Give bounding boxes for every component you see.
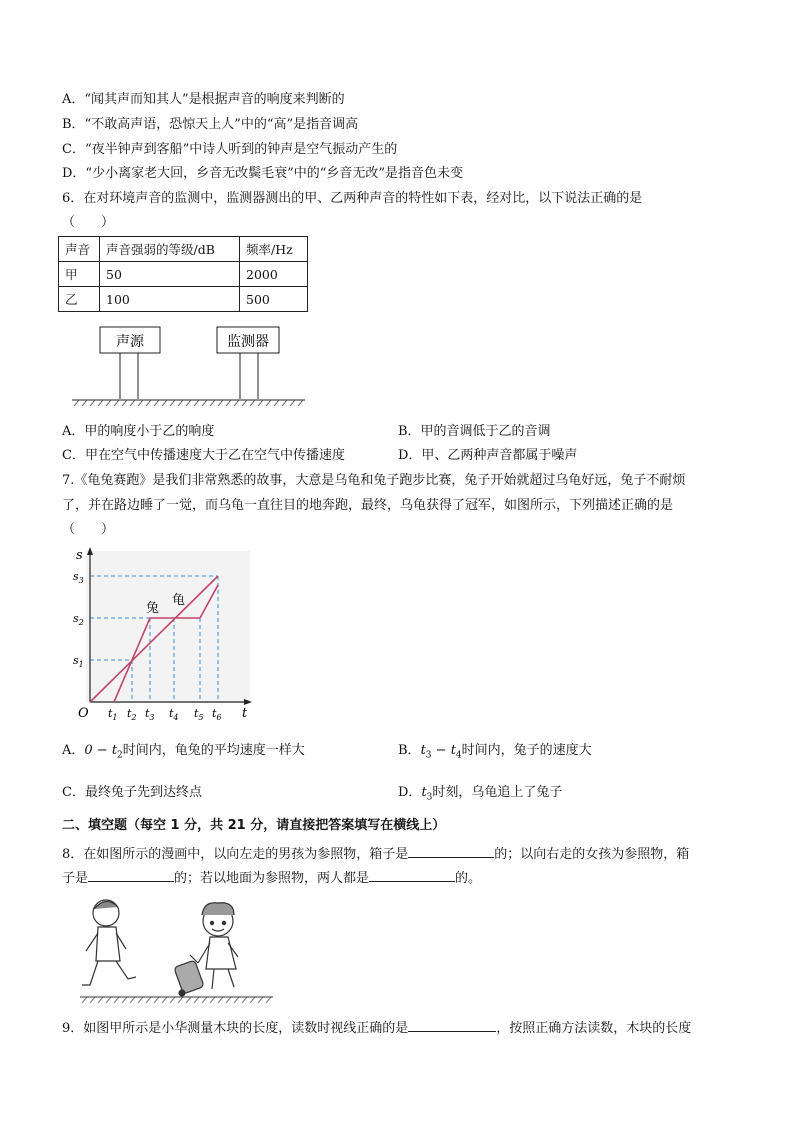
table-cell: 500 bbox=[240, 287, 308, 312]
turtle-label: 龟 bbox=[172, 593, 186, 608]
q8-text: 的；若以地面为参照物，两人都是 bbox=[174, 871, 370, 886]
q8-cartoon bbox=[78, 893, 278, 1005]
svg-text:t4: $t_4$ bbox=[169, 707, 179, 722]
q6-figure bbox=[60, 322, 320, 412]
option-b-prefix: B． bbox=[398, 743, 421, 758]
option-b-sub: 3 bbox=[425, 750, 432, 761]
table-cell: 50 bbox=[100, 262, 240, 287]
svg-text:t5: $t_5$ bbox=[194, 707, 204, 722]
ground-hatching bbox=[74, 400, 303, 406]
q6-stem: 6．在对环境声音的监测中，监测器测出的甲、乙两种声音的特性如下表，经对比，以下说法正确的是 bbox=[62, 191, 643, 206]
girl-figure bbox=[198, 903, 238, 989]
table-header-cell: 声音强弱的等级/dB bbox=[100, 237, 240, 262]
table-row bbox=[59, 287, 308, 312]
q5-option-b: B．“不敢高声语，恐惊天上人”中的“高”是指音调高 bbox=[62, 117, 359, 132]
svg-text:s3: $s_3$ bbox=[73, 570, 84, 585]
q6-sound-table bbox=[58, 236, 308, 312]
ground-hatching bbox=[82, 997, 271, 1003]
q6-answer-paren: （ ） bbox=[62, 215, 115, 230]
answer-blank[interactable] bbox=[369, 867, 455, 882]
table-row bbox=[59, 262, 308, 287]
svg-text:t6: $t_6$ bbox=[212, 707, 222, 722]
x-tick-labels bbox=[108, 707, 222, 722]
sound-source-label: 声源 bbox=[116, 334, 144, 350]
q9-text: 9．如图甲所示是小华测量木块的长度，读数时视线正确的是 bbox=[62, 1021, 409, 1036]
q7-option-c: C．最终兔子先到达终点 bbox=[62, 785, 202, 800]
y-tick-labels bbox=[73, 570, 84, 669]
option-d-prefix: D． bbox=[398, 785, 422, 800]
table-cell: 甲 bbox=[59, 262, 100, 287]
q6-option-d: D．甲、乙两种声音都属于噪声 bbox=[398, 448, 578, 463]
svg-text:s2: $s_2$ bbox=[73, 612, 84, 627]
q8-line1 bbox=[62, 843, 689, 864]
q7-option-d bbox=[398, 784, 562, 807]
svg-text:t3: $t_3$ bbox=[145, 707, 155, 722]
table-header-cell: 声音 bbox=[59, 237, 100, 262]
origin-label: O bbox=[78, 706, 89, 721]
q7-option-a bbox=[62, 742, 305, 765]
option-b-text: 时间内，兔子的速度大 bbox=[461, 743, 592, 758]
q8-text: 子是 bbox=[62, 871, 89, 886]
q6-option-a: A．甲的响度小于乙的响度 bbox=[62, 424, 215, 439]
option-b-math: t bbox=[420, 743, 426, 758]
y-axis-label: s bbox=[76, 548, 83, 563]
table-header-row bbox=[59, 237, 308, 262]
option-d-math: t bbox=[421, 785, 427, 800]
q5-option-a: A．“闻其声而知其人”是根据声音的响度来判断的 bbox=[62, 92, 345, 107]
q9-line bbox=[62, 1017, 691, 1038]
rabbit-label: 兔 bbox=[146, 601, 160, 616]
boy-figure bbox=[82, 900, 136, 985]
q7-stem-line1: 7.《龟兔赛跑》是我们非常熟悉的故事，大意是乌龟和兔子跑步比赛，兔子开始就超过乌龟好远，兔子不耐烦 bbox=[62, 473, 686, 488]
q7-answer-paren: （ ） bbox=[62, 522, 115, 537]
option-d-sub: 3 bbox=[426, 792, 433, 803]
graph-background bbox=[86, 551, 250, 703]
table-cell: 2000 bbox=[240, 262, 308, 287]
q9-text: ，按照正确方法读数，木块的长度 bbox=[496, 1021, 692, 1036]
answer-blank[interactable] bbox=[408, 1017, 496, 1032]
option-a-text: 时间内，龟兔的平均速度一样大 bbox=[122, 743, 305, 758]
q5-option-d: D．“少小离家老大回，乡音无改鬓毛衰”中的“乡音无改”是指音色未变 bbox=[62, 166, 464, 181]
q8-text: 的；以向右走的女孩为参照物，箱 bbox=[494, 847, 690, 862]
option-a-sub: 2 bbox=[117, 750, 123, 761]
option-a-math: 0 − t bbox=[84, 743, 118, 758]
table-cell: 乙 bbox=[59, 287, 100, 312]
q6-option-b: B．甲的音调低于乙的音调 bbox=[398, 424, 551, 439]
svg-text:t2: $t_2$ bbox=[127, 707, 137, 722]
option-a-prefix: A． bbox=[62, 743, 85, 758]
svg-text:t1: $t_1$ bbox=[108, 707, 118, 722]
q8-line2 bbox=[62, 867, 481, 888]
section-title: 二、填空题（每空 1 分，共 21 分，请直接把答案填写在横线上） bbox=[62, 818, 446, 833]
monitor-label: 监测器 bbox=[227, 334, 269, 350]
answer-blank[interactable] bbox=[88, 867, 174, 882]
svg-text:s1: $s_1$ bbox=[73, 654, 84, 669]
q8-text: 的。 bbox=[455, 871, 482, 886]
option-b-math: − t bbox=[431, 743, 456, 758]
answer-blank[interactable] bbox=[408, 843, 494, 858]
option-b-sub: 4 bbox=[455, 750, 462, 761]
q7-option-b bbox=[398, 742, 592, 765]
table-cell: 100 bbox=[100, 287, 240, 312]
q7-st-graph bbox=[72, 545, 257, 725]
x-axis-label: t bbox=[242, 706, 248, 721]
q8-text: 8．在如图所示的漫画中，以向左走的男孩为参照物，箱子是 bbox=[62, 847, 409, 862]
table-header-cell: 频率/Hz bbox=[240, 237, 308, 262]
q5-option-c: C．“夜半钟声到客船”中诗人听到的钟声是空气振动产生的 bbox=[62, 142, 398, 157]
q6-option-c: C．甲在空气中传播速度大于乙在空气中传播速度 bbox=[62, 448, 345, 463]
option-d-text: 时刻，乌龟追上了兔子 bbox=[432, 785, 563, 800]
q7-stem-line2: 了，并在路边睡了一觉，而乌龟一直往目的地奔跑，最终，乌龟获得了冠军，如图所示，下列描述正确的是 bbox=[62, 498, 674, 513]
